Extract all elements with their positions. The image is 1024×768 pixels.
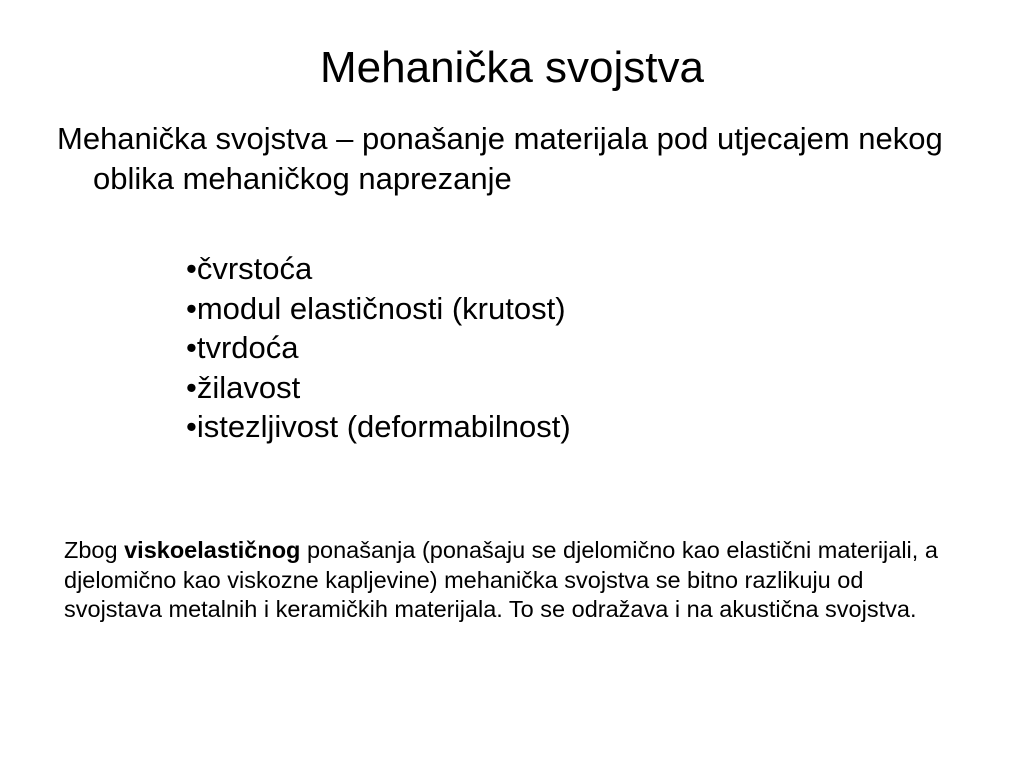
- note-body: ponašanja (ponašaju se djelomično kao elastični materijali, a djelomično kao viskozne kapljevine) mehanička svojstva se bitno razlikuju od svojstava metalnih i keramičkih materijala. To se odražava i na akustična svojstva.: [64, 537, 938, 622]
- note-prefix: Zbog: [64, 537, 125, 563]
- definition-paragraph: Mehanička svojstva – ponašanje materijala pod utjecajem nekog oblika mehaničkog naprezanje: [57, 121, 943, 196]
- note-emphasis: viskoelastičnog: [124, 537, 301, 563]
- property-item-elastic-modulus: •modul elastičnosti (krutost): [186, 290, 566, 326]
- viscoelastic-note: [64, 536, 944, 625]
- property-item-strength: •čvrstoća: [186, 251, 313, 286]
- slide-title: Mehanička svojstva: [320, 43, 704, 92]
- property-item-ductility: •istezljivost (deformabilnost): [186, 409, 571, 444]
- property-item-hardness: •tvrdoća: [186, 330, 299, 365]
- property-list: [186, 249, 571, 447]
- property-item-toughness: •žilavost: [186, 369, 301, 405]
